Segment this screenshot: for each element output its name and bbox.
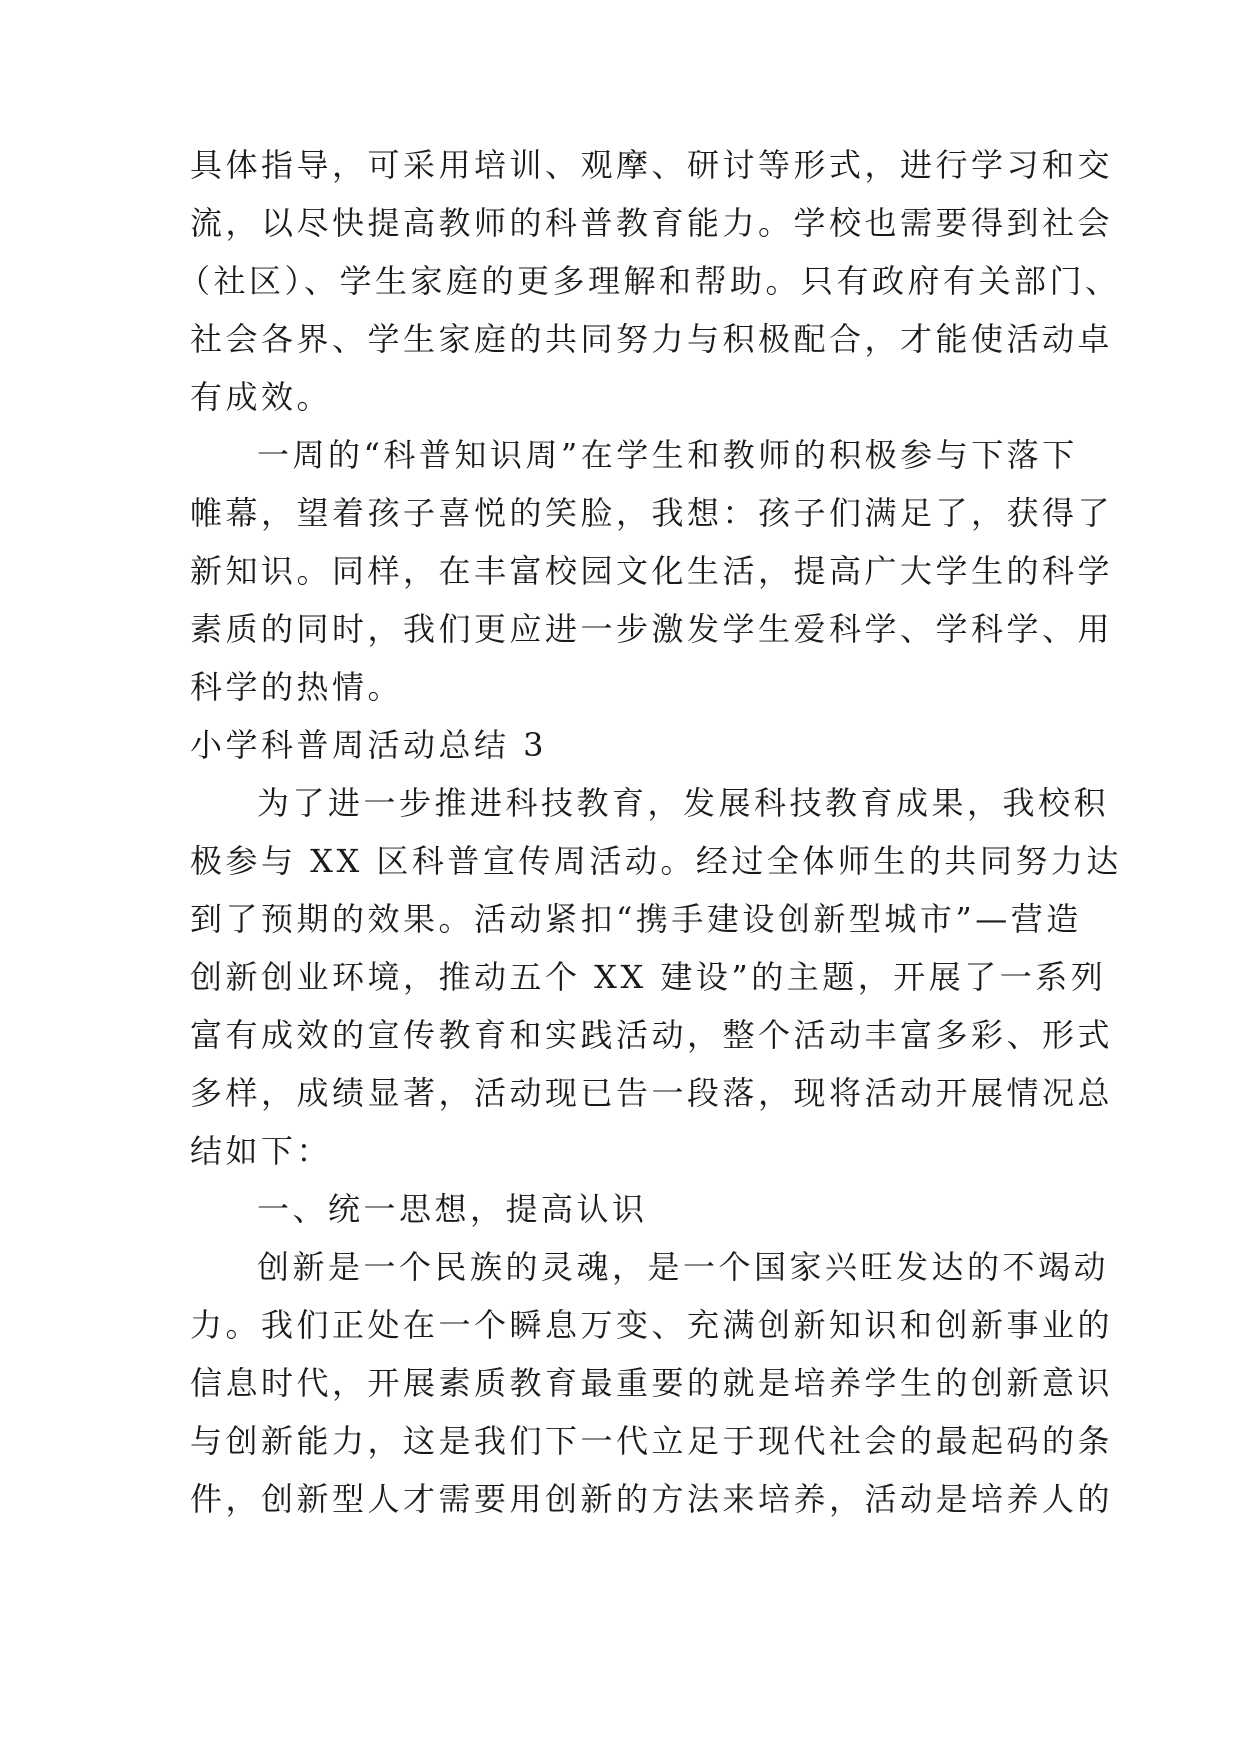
- text-line: 极参与 XX 区科普宣传周活动。经过全体师生的共同努力达: [190, 842, 1122, 880]
- text-line: 到了预期的效果。活动紧扣“携手建设创新型城市”—营造: [190, 900, 1082, 938]
- subsection-heading: 一、统一思想，提高认识: [257, 1190, 648, 1228]
- text-line: 有成效。: [190, 378, 333, 416]
- text-line: 素质的同时，我们更应进一步激发学生爱科学、学科学、用: [190, 610, 1114, 648]
- text-line: 科学的热情。: [190, 668, 404, 706]
- text-line: 具体指导，可采用培训、观摩、研讨等形式，进行学习和交: [190, 146, 1114, 184]
- text-line: 力。我们正处在一个瞬息万变、充满创新知识和创新事业的: [190, 1306, 1114, 1344]
- text-line: （社区）、学生家庭的更多理解和帮助。只有政府有关部门、: [178, 262, 1121, 300]
- text-line: 结如下：: [190, 1132, 333, 1170]
- text-line: 多样，成绩显著，活动现已告一段落，现将活动开展情况总: [190, 1074, 1114, 1112]
- text-line: 帷幕，望着孩子喜悦的笑脸，我想：孩子们满足了，获得了: [190, 494, 1114, 532]
- text-line: 信息时代，开展素质教育最重要的就是培养学生的创新意识: [190, 1364, 1114, 1402]
- section-heading: 小学科普周活动总结 3: [190, 726, 548, 764]
- paragraph-first-line: 为了进一步推进科技教育，发展科技教育成果，我校积: [257, 784, 1110, 822]
- text-line: 富有成效的宣传教育和实践活动，整个活动丰富多彩、形式: [190, 1016, 1114, 1054]
- text-line: 件，创新型人才需要用创新的方法来培养，活动是培养人的: [190, 1480, 1114, 1518]
- text-line: 创新创业环境，推动五个 XX 建设”的主题，开展了一系列: [190, 958, 1107, 996]
- text-line: 新知识。同样，在丰富校园文化生活，提高广大学生的科学: [190, 552, 1114, 590]
- paragraph-first-line: 一周的“科普知识周”在学生和教师的积极参与下落下: [257, 436, 1078, 474]
- text-line: 流，以尽快提高教师的科普教育能力。学校也需要得到社会: [190, 204, 1114, 242]
- text-line: 社会各界、学生家庭的共同努力与积极配合，才能使活动卓: [190, 320, 1114, 358]
- text-line: 与创新能力，这是我们下一代立足于现代社会的最起码的条: [190, 1422, 1114, 1460]
- paragraph-first-line: 创新是一个民族的灵魂，是一个国家兴旺发达的不竭动: [257, 1248, 1110, 1286]
